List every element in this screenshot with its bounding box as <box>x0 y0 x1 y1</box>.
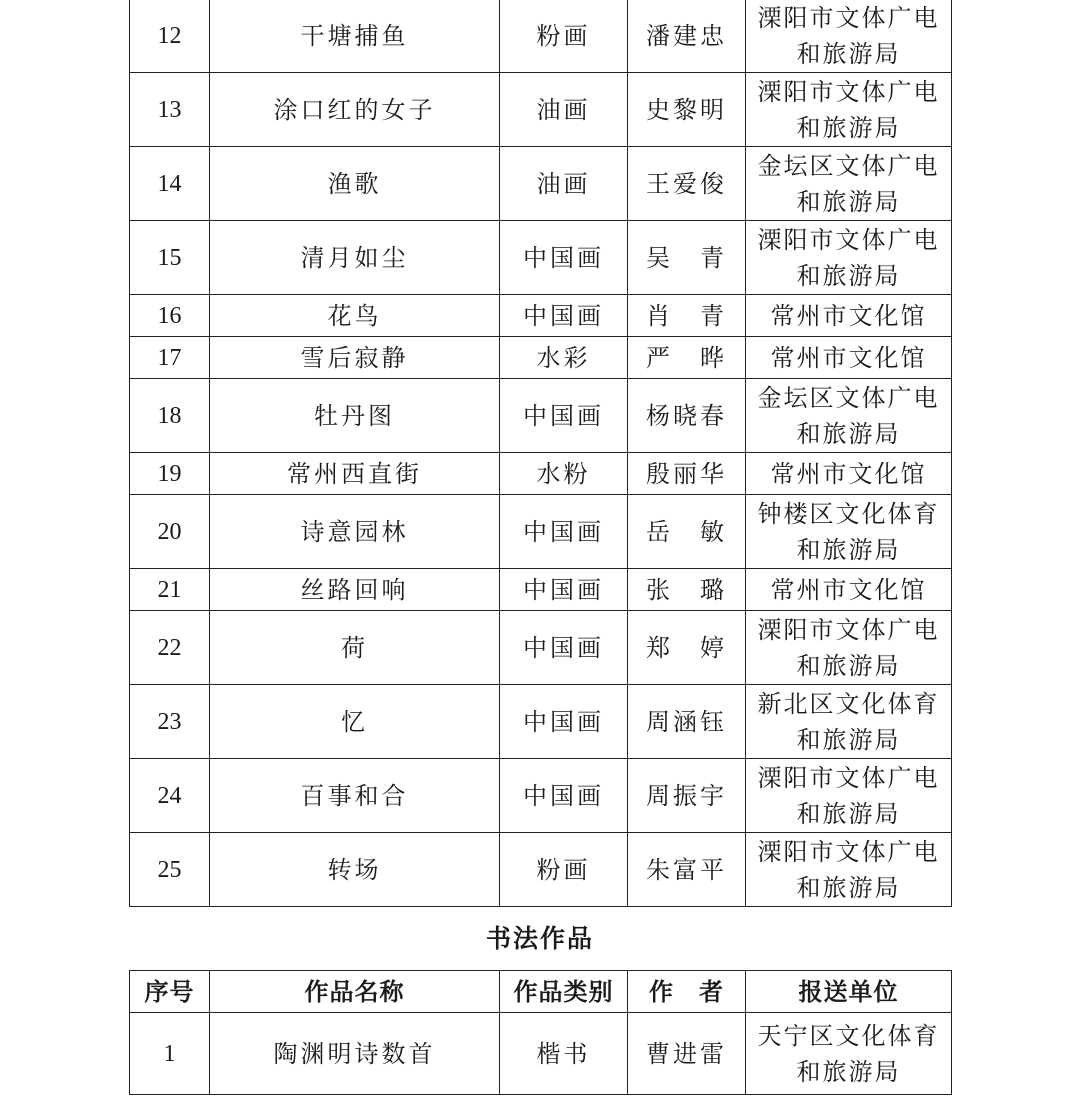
header-category: 作品类别 <box>500 971 628 1013</box>
artwork-author: 朱富平 <box>628 833 746 907</box>
table-row <box>130 147 952 221</box>
artwork-title: 忆 <box>210 685 500 759</box>
artwork-author: 岳 敏 <box>628 495 746 569</box>
artwork-author: 严 晔 <box>628 337 746 379</box>
unit-line: 钟楼区文化体育 <box>757 499 940 528</box>
row-number: 1 <box>130 1013 210 1095</box>
unit-line: 溧阳市文体广电 <box>757 837 940 866</box>
submitting-unit <box>746 0 952 73</box>
header-number: 序号 <box>130 971 210 1013</box>
unit-line: 和旅游局 <box>796 1057 901 1086</box>
artwork-title: 花鸟 <box>210 295 500 337</box>
artwork-author: 周涵钰 <box>628 685 746 759</box>
artwork-category: 中国画 <box>500 221 628 295</box>
submitting-unit <box>746 1013 952 1095</box>
artwork-category: 中国画 <box>500 611 628 685</box>
calligraphy-table-body <box>130 1013 952 1095</box>
artwork-category: 中国画 <box>500 759 628 833</box>
submitting-unit <box>746 759 952 833</box>
painting-table <box>129 0 952 907</box>
unit-line: 和旅游局 <box>796 39 901 68</box>
table-row <box>130 611 952 685</box>
artwork-category: 中国画 <box>500 295 628 337</box>
artwork-author: 杨晓春 <box>628 379 746 453</box>
table-row <box>130 0 952 73</box>
unit-line: 溧阳市文体广电 <box>757 3 940 32</box>
table-row <box>130 337 952 379</box>
artwork-category: 楷书 <box>500 1013 628 1095</box>
submitting-unit <box>746 453 952 495</box>
artwork-author: 曹进雷 <box>628 1013 746 1095</box>
row-number: 14 <box>130 147 210 221</box>
submitting-unit <box>746 337 952 379</box>
row-number: 25 <box>130 833 210 907</box>
artwork-title: 百事和合 <box>210 759 500 833</box>
table-row <box>130 569 952 611</box>
artwork-author: 王爱俊 <box>628 147 746 221</box>
row-number: 13 <box>130 73 210 147</box>
submitting-unit <box>746 569 952 611</box>
row-number: 20 <box>130 495 210 569</box>
submitting-unit <box>746 611 952 685</box>
artwork-category: 油画 <box>500 73 628 147</box>
artwork-title: 转场 <box>210 833 500 907</box>
unit-line: 常州市文化馆 <box>770 575 927 604</box>
artwork-category: 水彩 <box>500 337 628 379</box>
row-number: 22 <box>130 611 210 685</box>
artwork-category: 油画 <box>500 147 628 221</box>
submitting-unit <box>746 379 952 453</box>
artwork-author: 吴 青 <box>628 221 746 295</box>
artwork-title: 诗意园林 <box>210 495 500 569</box>
table-row <box>130 495 952 569</box>
table-row <box>130 379 952 453</box>
artwork-title: 牡丹图 <box>210 379 500 453</box>
table-row <box>130 453 952 495</box>
artwork-category: 中国画 <box>500 569 628 611</box>
table-row <box>130 221 952 295</box>
submitting-unit <box>746 221 952 295</box>
artwork-title: 干塘捕鱼 <box>210 0 500 73</box>
submitting-unit <box>746 73 952 147</box>
artwork-category: 水粉 <box>500 453 628 495</box>
artwork-author: 郑 婷 <box>628 611 746 685</box>
table-row <box>130 685 952 759</box>
submitting-unit <box>746 295 952 337</box>
unit-line: 和旅游局 <box>796 725 901 754</box>
calligraphy-table <box>129 970 952 1095</box>
row-number: 12 <box>130 0 210 73</box>
artwork-title: 渔歌 <box>210 147 500 221</box>
table-row <box>130 759 952 833</box>
unit-line: 和旅游局 <box>796 799 901 828</box>
unit-line: 和旅游局 <box>796 535 901 564</box>
unit-line: 和旅游局 <box>796 187 901 216</box>
submitting-unit <box>746 833 952 907</box>
artwork-category: 中国画 <box>500 379 628 453</box>
artwork-author: 殷丽华 <box>628 453 746 495</box>
row-number: 18 <box>130 379 210 453</box>
artwork-category: 粉画 <box>500 833 628 907</box>
artwork-author: 史黎明 <box>628 73 746 147</box>
row-number: 23 <box>130 685 210 759</box>
table-row <box>130 73 952 147</box>
unit-line: 金坛区文体广电 <box>757 383 940 412</box>
header-title: 作品名称 <box>210 971 500 1013</box>
artwork-author: 周振宇 <box>628 759 746 833</box>
row-number: 24 <box>130 759 210 833</box>
row-number: 21 <box>130 569 210 611</box>
painting-table-body <box>130 0 952 907</box>
artwork-category: 粉画 <box>500 0 628 73</box>
artwork-title: 陶渊明诗数首 <box>210 1013 500 1095</box>
unit-line: 和旅游局 <box>796 873 901 902</box>
artwork-author: 肖 青 <box>628 295 746 337</box>
artwork-title: 涂口红的女子 <box>210 73 500 147</box>
row-number: 17 <box>130 337 210 379</box>
header-author: 作 者 <box>628 971 746 1013</box>
unit-line: 常州市文化馆 <box>770 459 927 488</box>
row-number: 15 <box>130 221 210 295</box>
header-row <box>130 971 952 1013</box>
artwork-author: 张 璐 <box>628 569 746 611</box>
artwork-title: 丝路回响 <box>210 569 500 611</box>
unit-line: 新北区文化体育 <box>757 689 940 718</box>
unit-line: 和旅游局 <box>796 113 901 142</box>
submitting-unit <box>746 495 952 569</box>
unit-line: 和旅游局 <box>796 261 901 290</box>
submitting-unit <box>746 685 952 759</box>
artwork-title: 清月如尘 <box>210 221 500 295</box>
row-number: 19 <box>130 453 210 495</box>
table-row <box>130 833 952 907</box>
artwork-title: 雪后寂静 <box>210 337 500 379</box>
header-unit: 报送单位 <box>746 971 952 1013</box>
artwork-title: 荷 <box>210 611 500 685</box>
unit-line: 溧阳市文体广电 <box>757 615 940 644</box>
table-row <box>130 295 952 337</box>
unit-line: 金坛区文体广电 <box>757 151 940 180</box>
unit-line: 溧阳市文体广电 <box>757 225 940 254</box>
table-row <box>130 1013 952 1095</box>
unit-line: 和旅游局 <box>796 651 901 680</box>
calligraphy-table-header <box>130 971 952 1013</box>
unit-line: 常州市文化馆 <box>770 301 927 330</box>
artwork-author: 潘建忠 <box>628 0 746 73</box>
calligraphy-section-heading: 书法作品 <box>485 924 594 953</box>
submitting-unit <box>746 147 952 221</box>
unit-line: 溧阳市文体广电 <box>757 77 940 106</box>
unit-line: 天宁区文化体育 <box>757 1021 940 1050</box>
row-number: 16 <box>130 295 210 337</box>
artwork-title: 常州西直街 <box>210 453 500 495</box>
artwork-category: 中国画 <box>500 495 628 569</box>
unit-line: 和旅游局 <box>796 419 901 448</box>
unit-line: 常州市文化馆 <box>770 343 927 372</box>
artwork-category: 中国画 <box>500 685 628 759</box>
unit-line: 溧阳市文体广电 <box>757 763 940 792</box>
